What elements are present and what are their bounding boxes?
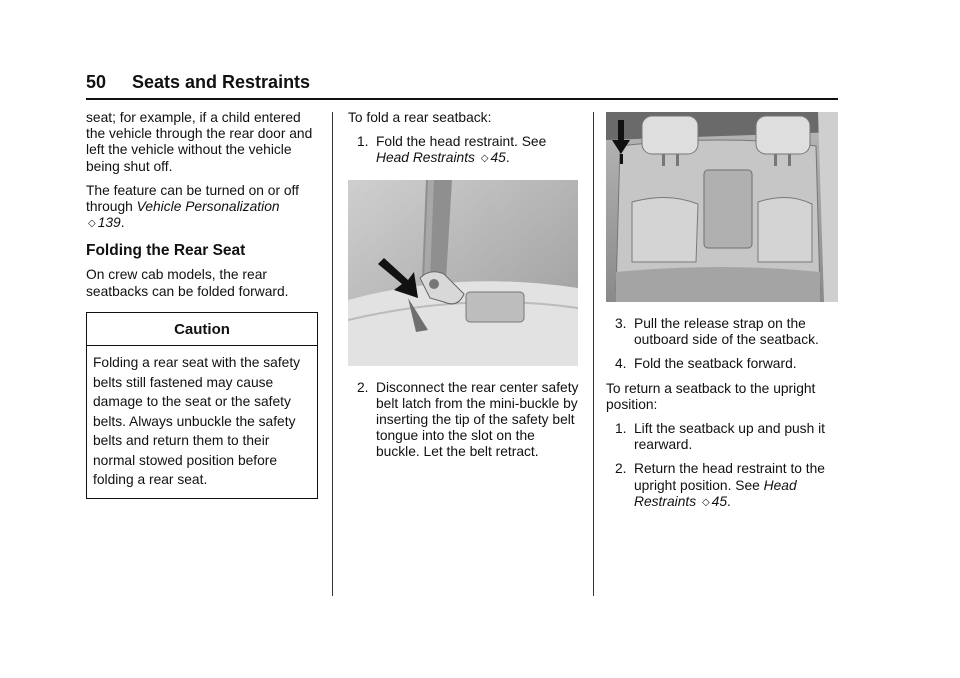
list-item: 2. Disconnect the rear center safety belt latch from the mini-buckle by inserting the tip of the safety belt tongue into the slot on the buckle. Let the belt retract. bbox=[357, 379, 579, 460]
page-ref-arrow-icon: ◇ bbox=[480, 153, 489, 165]
page-number: 50 bbox=[86, 72, 107, 92]
steps-list bbox=[348, 134, 580, 167]
page-ref-arrow-icon: ◇ bbox=[701, 496, 710, 508]
list-item: 4. Fold the seatback forward. bbox=[615, 356, 797, 372]
section-title: Seats and Restraints bbox=[132, 72, 311, 92]
seatbelt-buckle-illustration bbox=[348, 180, 578, 366]
rear-seat-illustration bbox=[606, 112, 838, 302]
column-divider bbox=[332, 112, 333, 596]
steps-list bbox=[606, 316, 838, 373]
list-item: 1. Lift the seatback up and push it rearward. bbox=[615, 421, 825, 453]
step-number: 4. bbox=[615, 356, 627, 372]
paragraph: The feature can be turned on or off through Vehicle Personalization ◇ 139. bbox=[86, 182, 299, 231]
list-item: 3. Pull the release strap on the outboard side of the seatback. bbox=[615, 316, 819, 348]
caution-body: Folding a rear seat with the safety belts still fastened may cause damage to the seat or the safety belts. Always unbuckle the safety belts and return them to their normal stowed position before folding a rear seat. bbox=[93, 355, 301, 488]
step-number: 1. bbox=[615, 421, 627, 437]
section-heading: Folding the Rear Seat bbox=[86, 242, 246, 260]
step-number: 2. bbox=[357, 379, 369, 395]
paragraph: On crew cab models, the rear seatbacks can be folded forward. bbox=[86, 267, 289, 299]
step-number: 2. bbox=[615, 461, 627, 477]
column-right bbox=[606, 110, 838, 519]
list-item: 2. Return the head restraint to the upright position. See Head Restraints ◇ 45. bbox=[615, 461, 825, 509]
paragraph: To return a seatback to the upright position: bbox=[606, 380, 816, 412]
paragraph: seat; for example, if a child entered the vehicle through the rear door and left the vehicle without the vehicle being shut off. bbox=[86, 110, 313, 174]
steps-list bbox=[606, 421, 838, 511]
column-middle bbox=[348, 110, 580, 469]
cross-reference-link[interactable]: Head Restraints bbox=[634, 477, 797, 509]
caution-title: Caution bbox=[87, 313, 317, 346]
step-number: 1. bbox=[357, 134, 369, 150]
list-item: 1. Fold the head restraint. See Head Restraints ◇ 45. bbox=[357, 134, 547, 166]
cross-reference-link[interactable]: Vehicle Personalization bbox=[136, 199, 280, 215]
column-divider bbox=[593, 112, 594, 596]
cross-reference-link[interactable]: Head Restraints bbox=[376, 150, 475, 166]
page-ref-number: 45 bbox=[711, 493, 728, 509]
caution-box bbox=[86, 312, 318, 499]
step-number: 3. bbox=[615, 316, 627, 331]
header-rule bbox=[86, 98, 838, 100]
page-ref-number: 45 bbox=[490, 150, 506, 166]
page-ref-arrow-icon: ◇ bbox=[88, 218, 96, 230]
steps-list bbox=[348, 380, 580, 461]
page-ref-number: 139 bbox=[97, 215, 121, 231]
page-header bbox=[86, 72, 838, 98]
column-left bbox=[86, 110, 320, 499]
paragraph: To fold a rear seatback: bbox=[348, 110, 492, 125]
